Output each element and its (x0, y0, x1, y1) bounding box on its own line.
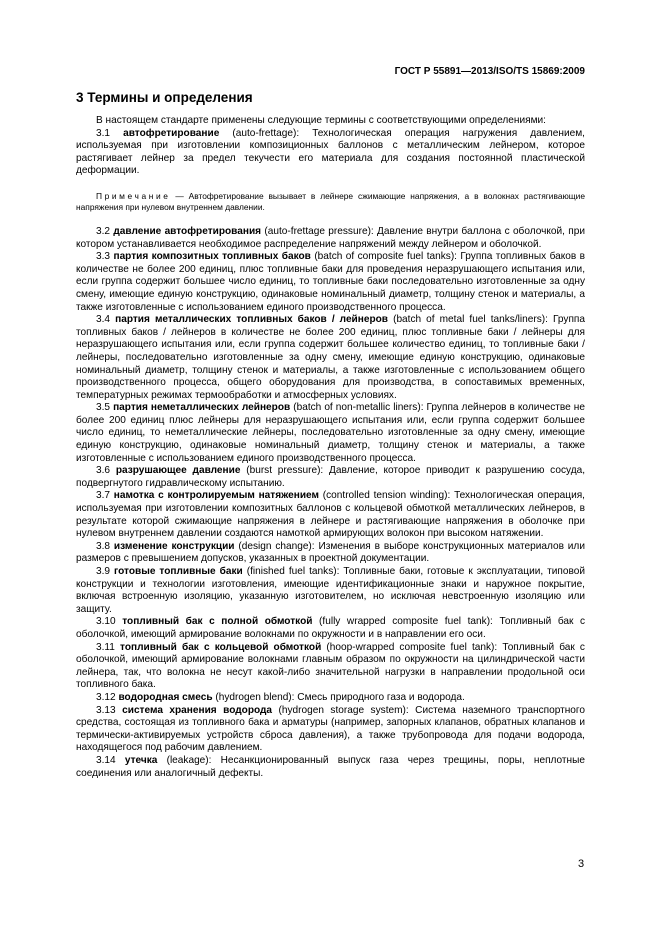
term-number: 3.14 (96, 754, 116, 766)
term-english: (burst pressure): (246, 465, 324, 477)
term-entry (76, 402, 585, 465)
term-number: 3.8 (96, 540, 111, 552)
term-number: 3.2 (96, 225, 111, 237)
term-english: (finished fuel tanks): (246, 566, 340, 577)
term-entry (76, 226, 585, 251)
term-name: партия металлических топливных баков / лейнеров (115, 314, 389, 326)
term-number: 3.7 (96, 490, 111, 502)
term-definition: Технологическая операция нагружения давлением, используемая при изготовлении композиционных баллонов с металлическим лейнером, которое растягивает лейнер за предел текучести его материала для создания постоянной пластической деформации. (76, 127, 585, 177)
term-definition: Смесь природного газа и водорода. (297, 691, 465, 703)
intro-paragraph (76, 115, 585, 128)
term-name: намотка с контролируемым натяжением (113, 490, 319, 502)
term-definition: Давление, которое приводит к разрушению сосуда, подвергнутого гидравлическому испытанию. (76, 465, 586, 489)
term-number: 3.6 (96, 465, 111, 477)
term-entry (76, 314, 585, 402)
term-name: партия неметаллических лейнеров (113, 402, 291, 414)
term-english: (auto-frettage pressure): (264, 225, 374, 237)
term-entry (76, 251, 585, 314)
term-definition: Топливный бак с оболочкой, имеющий армирование волокнами по окружности и в направлении его оси. (76, 616, 586, 640)
term-entry (76, 465, 585, 490)
term-definition: Топливные баки, готовые к эксплуатации, типовой конструкции и технологии изготовления, имеющие идентификационные знаки и наружное покрытие, включая встроенную изоляцию, указанную изготовителем, но исключая невстроенную изоляцию или защиту. (76, 566, 585, 615)
term-number: 3.11 (96, 641, 115, 653)
document-code-header: ГОСТ Р 55891—2013/ISO/TS 15869:2009 (394, 66, 585, 77)
term-name: топливный бак с полной обмоткой (122, 616, 313, 628)
note-text: — Автофретирование вызывает в лейнере сжимающие напряжения, а в волокнах растягивающие напряжения при нулевом внутреннем давлении. (76, 190, 586, 212)
term-entry (76, 566, 585, 616)
term-english: (batch of composite fuel tanks): (314, 251, 457, 263)
term-definition: Топливный бак с оболочкой, имеющий армирование волокнами главным образом по окружности на цилиндрической части лейнера, так, что волокна не несут какой-либо значительной нагрузки в направлении продольной оси топливного бака. (76, 641, 585, 691)
term-english: (batch of metal fuel tanks/liners): (393, 314, 548, 326)
term-definition: Группа топливных баков / лейнеров в количестве не более 200 единиц, плюс топливные баки / лейнеры для неразрушающего испытания или, если группа содержит большее количество единиц, то топливные баки / лейнеры, последовательно изготовленные за одну смену, имеющие единую конструкцию, одинаковые номинальный диаметр, толщину стенок и материалы, а также изготовленные с использованием общего производственного процесса, общего оборудования для производства, в сопоставимых временных, температурных режимах термообработки и атмосферных условиях. (76, 314, 585, 401)
term-entry (76, 705, 585, 755)
term-definition: Группа топливных баков в количестве не более 200 единиц, плюс топливные баки для проведения неразрушающего испытания или, если группа содержит большее число единиц, то топливные баки последовательно изготовленные за одну смену, имеющие единую конструкцию, одинаковые номинальный диаметр, толщину стенок и материалы, а также изготовленные с использованием единого производственного процесса. (76, 251, 586, 313)
term-english: (leakage): (166, 754, 212, 766)
term-definition: Изменения в выборе конструкционных материалов или размеров с превышением допусков, указанных в проектной документации. (76, 540, 585, 565)
term-entry (76, 490, 585, 540)
section-title: 3 Термины и определения (76, 90, 253, 105)
term-entry (76, 692, 585, 705)
term-entry (76, 755, 585, 780)
term-entry (76, 616, 585, 641)
term-english: (hydrogen blend): (215, 691, 295, 703)
term-name: изменение конструкции (113, 540, 235, 552)
term-name: готовые топливные баки (114, 566, 243, 577)
note-label: Примечание (96, 190, 171, 201)
page-number: 3 (578, 858, 585, 870)
term-definition: Технологическая операция, используемая при изготовлении композитных баллонов с кольцевой обмоткой металлических лейнеров, в результате которой сжимающие напряжения в лейнере и растягивающие напряжения в оболочке при нулевом внутреннем давлении создаются намоткой армирующих волокон при высоком натяжении. (76, 490, 585, 540)
term-number: 3.5 (96, 402, 111, 414)
term-number: 3.4 (96, 314, 111, 326)
term-name: давление автофретирования (113, 225, 262, 237)
term-entry (76, 541, 585, 566)
intro-text: В настоящем стандарте применены следующие термины с соответствующими определениями: (96, 115, 546, 126)
term-name: топливный бак с кольцевой обмоткой (120, 641, 322, 653)
term-english: (hoop-wrapped composite fuel tank): (326, 641, 498, 653)
term-name: водородная смесь (118, 691, 213, 703)
term-name: партия композитных топливных баков (113, 251, 311, 263)
term-definition: Система наземного транспортного средства, состоящая из топливного бака и арматуры (например, запорных клапанов, обратных клапанов и термически-активируемых устройств сброса давления), а также трубопровода для подачи водорода, находящегося под рабочим давлением. (76, 704, 585, 754)
term-english: (auto-frettage): (232, 127, 300, 139)
term-number: 3.3 (96, 251, 111, 263)
term-english: (hydrogen storage system): (278, 704, 409, 716)
term-name: разрушающее давление (115, 465, 241, 477)
term-definition: Группа лейнеров в количестве не более 200 единиц плюс лейнеры для неразрушающего испытания или, если группа содержит большее число единиц, то неметаллические лейнеры, последовательно изготовленные за одну смену, имеющие единую конструкцию, одинаковые номинальный диаметр, толщину стенок и материалы, а также изготовленные с использованием единого производственного процесса. (76, 402, 585, 464)
term-number: 3.9 (96, 566, 111, 577)
term-entry (76, 642, 585, 692)
term-entry (76, 128, 585, 178)
term-name: система хранения водорода (122, 704, 273, 716)
term-name: утечка (124, 754, 158, 766)
term-number: 3.10 (96, 616, 116, 628)
term-definition: Давление внутри баллона с оболочкой, при котором устанавливается необходимое распределение напряжений между лейнером и оболочкой. (76, 225, 585, 250)
term-number: 3.13 (96, 704, 116, 716)
note-paragraph (76, 191, 585, 213)
term-number: 3.1 (96, 127, 111, 139)
term-number: 3.12 (96, 691, 116, 703)
term-english: (batch of non-metallic liners): (293, 402, 424, 414)
term-english: (controlled tension winding): (322, 490, 451, 502)
term-definition: Несанкционированный выпуск газа через трещины, поры, неплотные соединения или аналогичный дефекты. (76, 754, 586, 779)
page-content (76, 90, 585, 780)
term-english: (fully wrapped composite fuel tank): (319, 616, 493, 628)
term-name: автофретирование (123, 127, 220, 139)
term-english: (design change): (238, 540, 315, 552)
terms-list (76, 128, 585, 781)
